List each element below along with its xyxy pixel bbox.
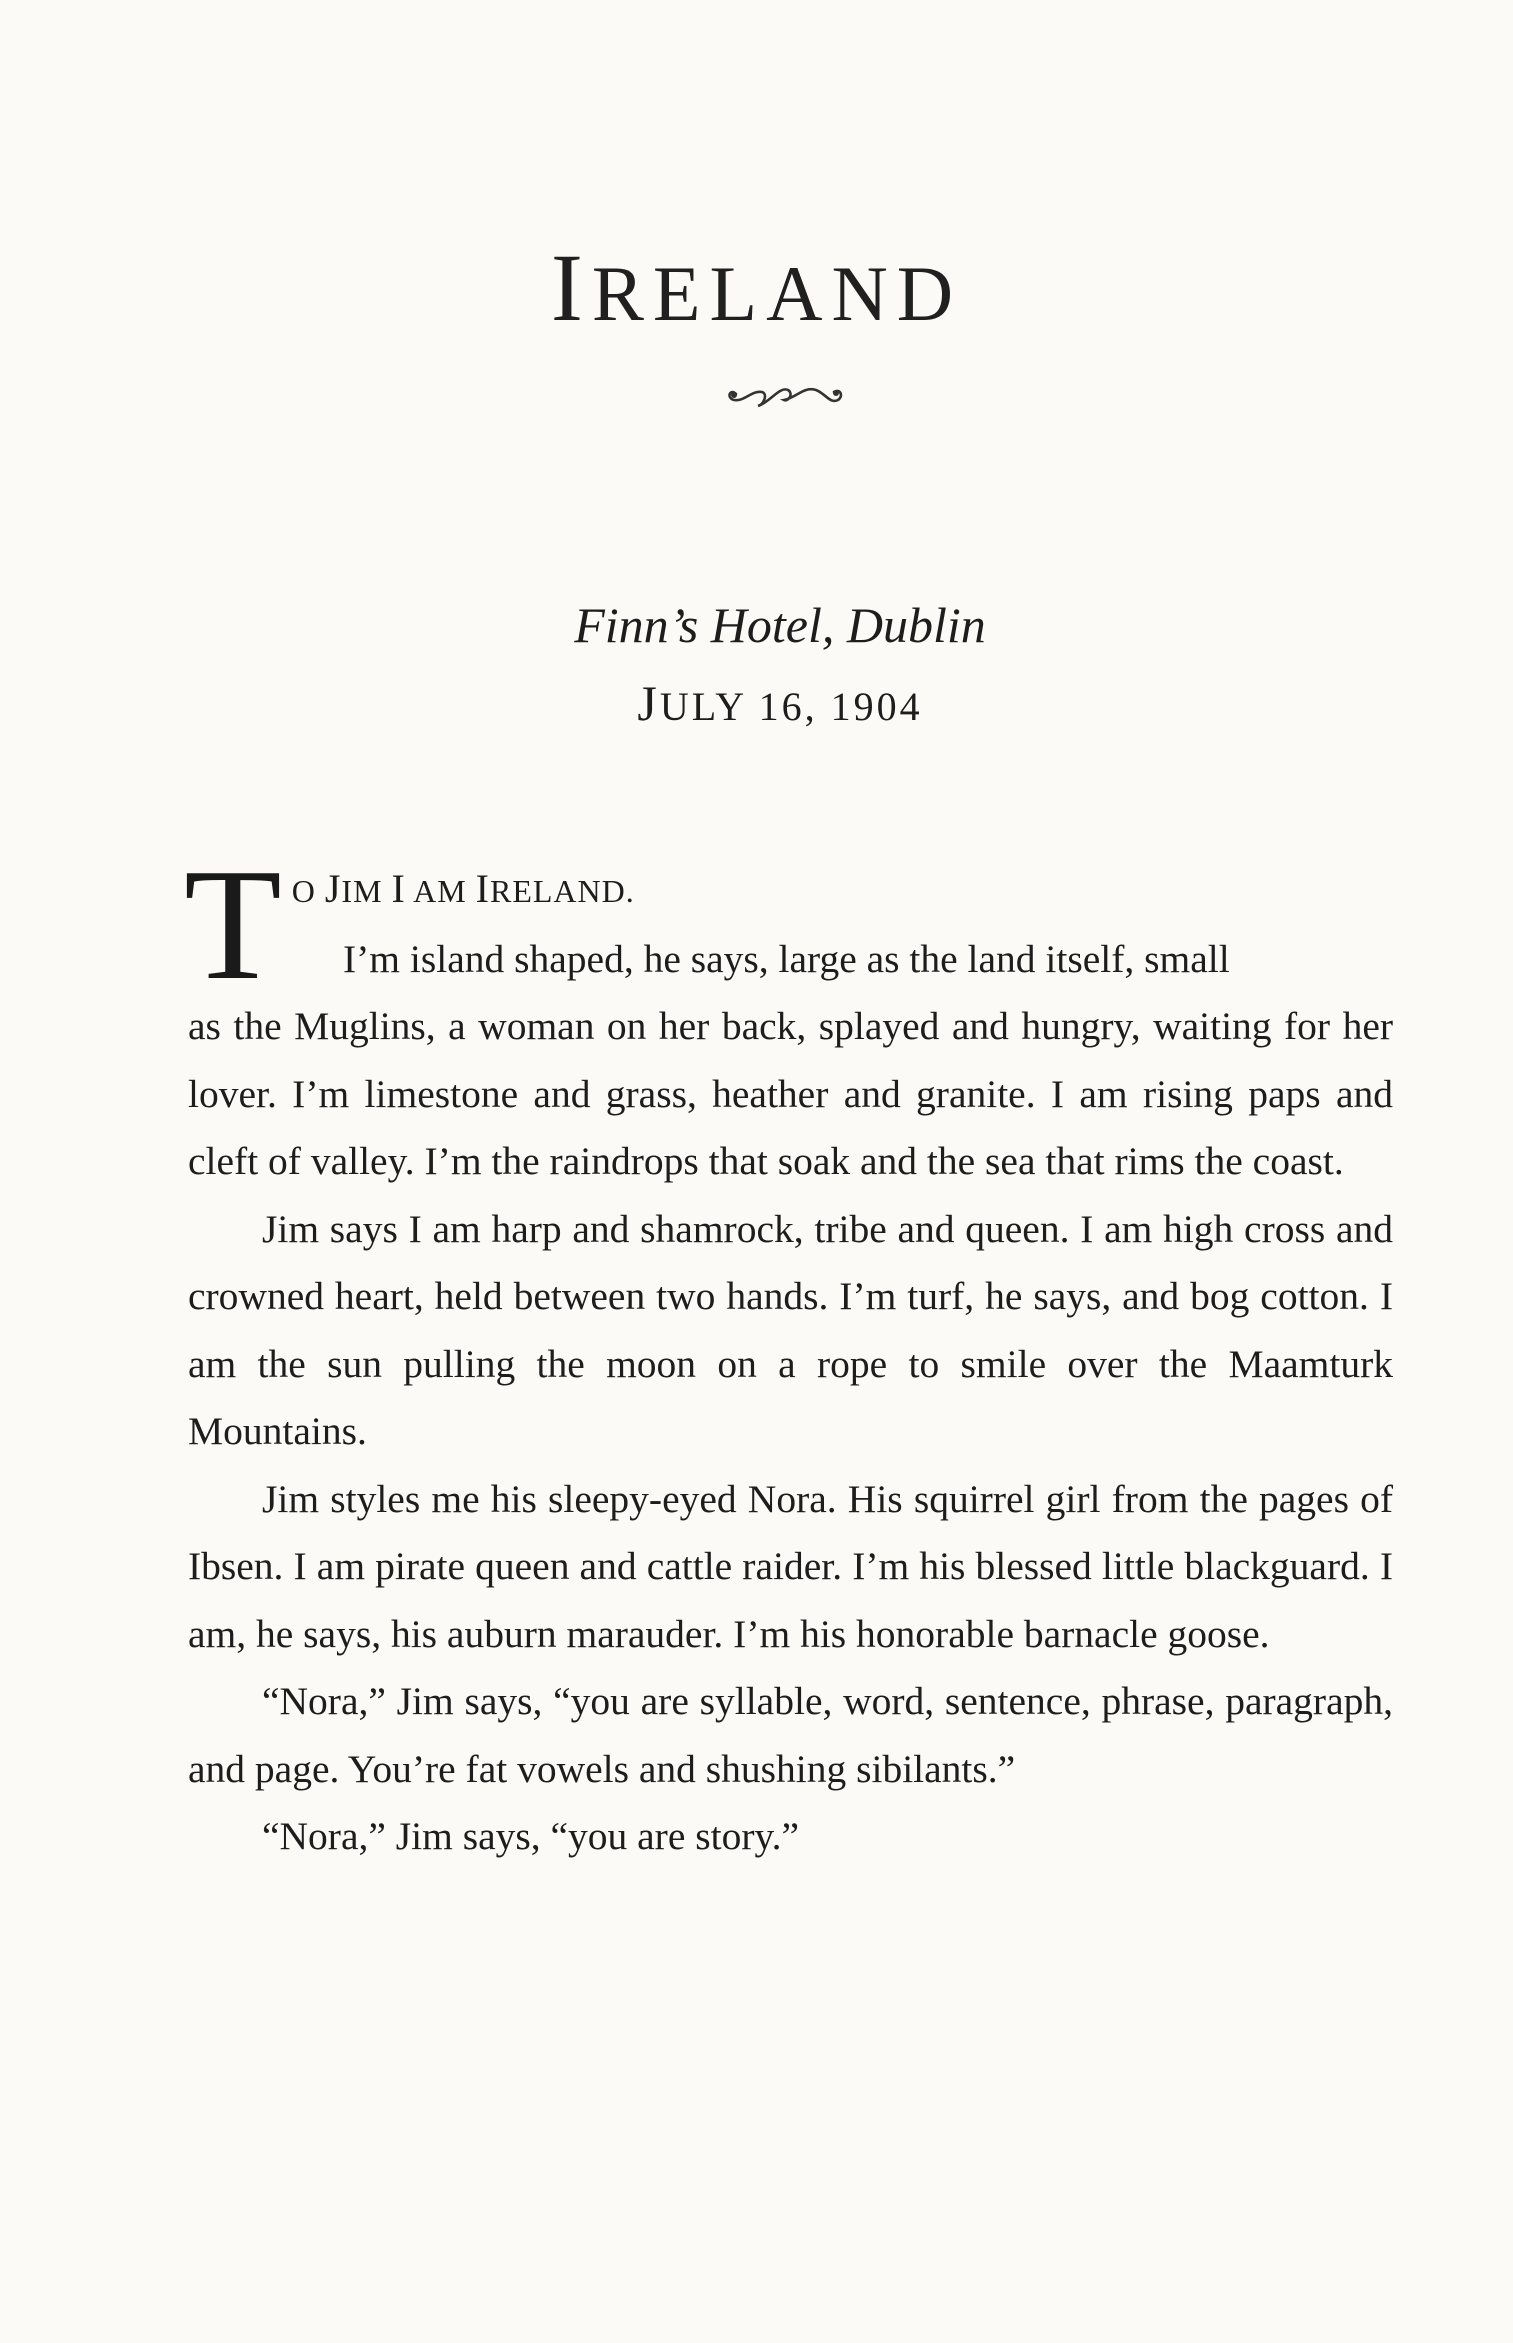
flourish-ornament-icon [722, 372, 852, 422]
body-text [184, 835, 1393, 1871]
chapter-title-rest: RELAND [591, 250, 963, 337]
letter-location: Finn’s Hotel, Dublin [574, 597, 986, 653]
paragraph-4: “Nora,” Jim says, “you are syllable, word, sentence, phrase, paragraph, and page. You’re fat vowels and shushing sibilants.” [188, 1679, 1393, 1791]
letter-date [0, 675, 1513, 731]
lead-part-j: J [324, 866, 342, 911]
paragraph-1 [184, 835, 1393, 1196]
lead-part-2: IM [341, 873, 392, 909]
paragraph-1-line-2: I’m island shaped, he says, large as the land itself, small [343, 936, 1230, 981]
paragraph-1-lead [291, 866, 635, 911]
paragraph-3: Jim styles me his sleepy-eyed Nora. His squirrel girl from the pages of Ibsen. I am pirate queen and cattle raider. I’m his blessed little blackguard. I am, he says, his auburn marauder. I’m his honorable barnacle goose. [188, 1476, 1393, 1656]
paragraph-2: Jim says I am harp and shamrock, tribe and queen. I am high cross and crowned heart, held between two hands. I’m turf, he says, and bog cotton. I am the sun pulling the moon on a rope to smile over the Maamturk Mountains. [188, 1206, 1393, 1453]
letter-date-initial: J [637, 675, 660, 731]
drop-cap: T [184, 835, 282, 1013]
paragraph-5: “Nora,” Jim says, “you are story.” [262, 1814, 800, 1858]
chapter-title [0, 234, 1513, 341]
lead-part-1: O [291, 873, 325, 909]
lead-part-3: AM [405, 873, 476, 909]
letter-date-rest: ULY 16, 1904 [659, 684, 923, 729]
lead-part-4: RELAND. [489, 873, 635, 909]
chapter-title-initial: I [550, 234, 592, 341]
lead-part-i2: I [475, 866, 490, 911]
paragraph-1-rest: as the Muglins, a woman on her back, splayed and hungry, waiting for her lover. I’m limestone and grass, heather and granite. I am rising paps and cleft of valley. I’m the raindrops that soak and the sea that rims the coast. [188, 1004, 1393, 1183]
lead-part-i: I [391, 866, 406, 911]
